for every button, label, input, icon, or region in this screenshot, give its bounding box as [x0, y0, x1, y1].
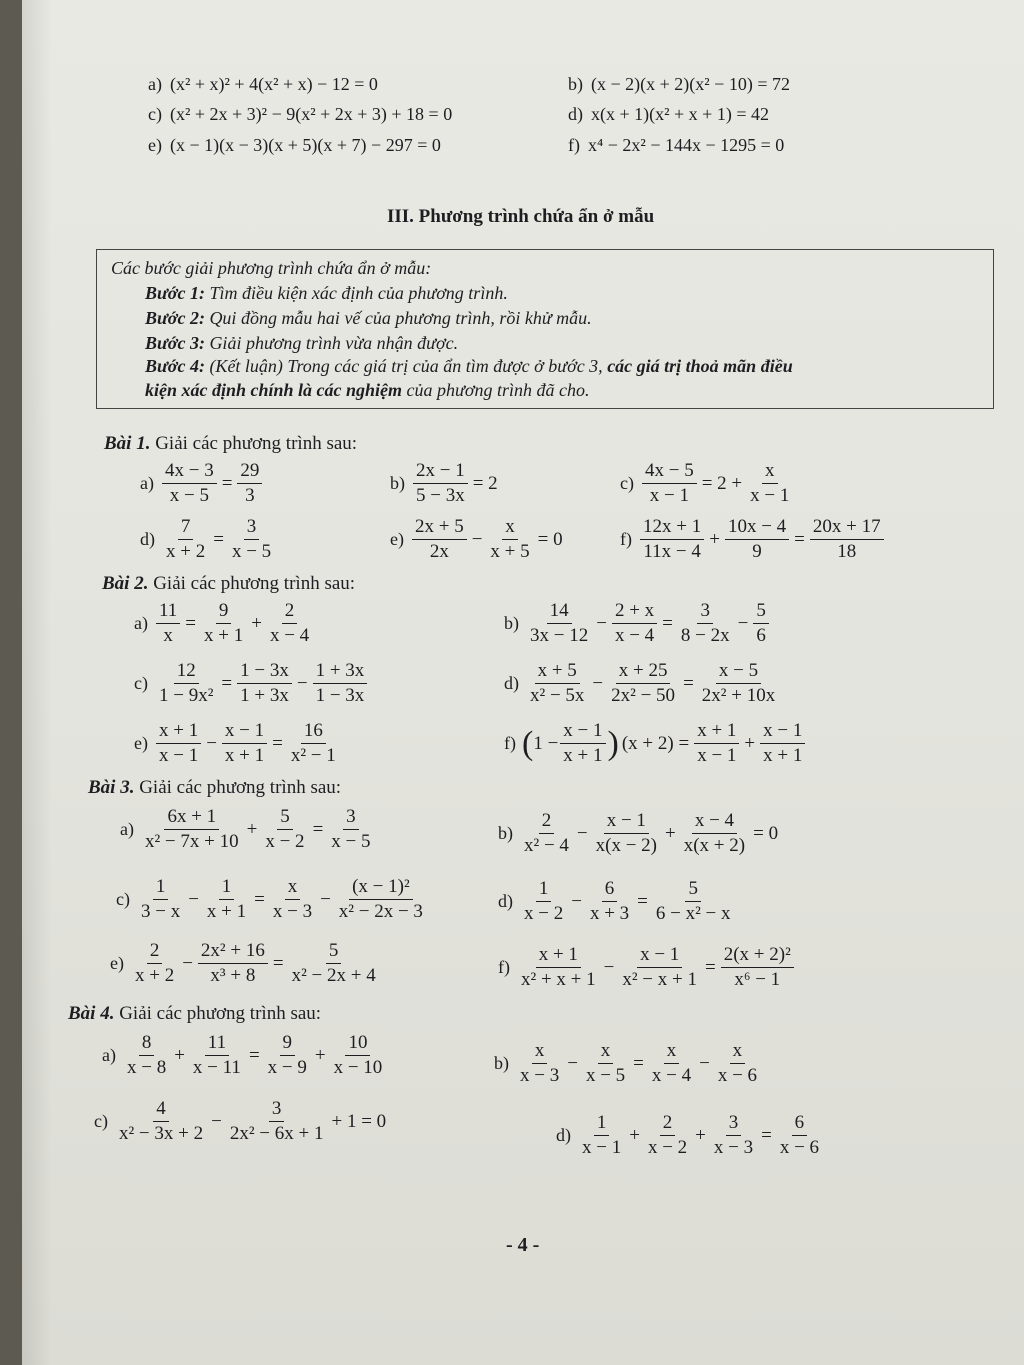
- bai2-c: c) $\frac{12}{\text{1 − 9x²}}$ = $\frac{1 - 3x}{1 + 3x}$ − $\frac{1 + 3x}{1 - 3x}$: [134, 660, 369, 707]
- worksheet-page: [22, 0, 1024, 1365]
- page-number: - 4 -: [506, 1234, 540, 1256]
- bai4-b: b) $\frac{x}{x - 3}$ − $\frac{x}{x - 5}$ = $\frac{x}{x - 4}$ − $\frac{x}{x - 6}$: [494, 1040, 758, 1086]
- bai1-b: b) $\frac{2x - 1}{5 - 3x}$ = 2: [390, 460, 498, 506]
- bai4-a: a) $\frac{8}{x - 8}$ + $\frac{11}{x - 11}$ = $\frac{9}{x - 9}$ + $\frac{10}{x - 10}$: [102, 1032, 383, 1078]
- section-heading: III. Phương trình chứa ẩn ở mẫu: [387, 206, 655, 227]
- bai3-e: e) $\frac{2}{x + 2}$ − $\frac{\text{2x² + 16}}{\text{x³ + 8}}$ = $\frac{5}{\text{x² − 2x + 4}}$: [110, 940, 376, 986]
- equation-top-e: e) (x − 1)(x − 3)(x + 5)(x + 7) − 297 = 0: [148, 135, 441, 155]
- equation-top-c: c) (x² + 2x + 3)² − 9(x² + 2x + 3) + 18 = 0: [148, 104, 453, 124]
- bai3-d: d) $\frac{1}{x - 2}$ − $\frac{6}{x + 3}$ = $\frac{5}{\text{6 − x² − x}}$: [498, 878, 731, 924]
- equation-top-a: a) (x² + x)² + 4(x² + x) − 12 = 0: [148, 74, 378, 94]
- steps-intro: Các bước giải phương trình chứa ẩn ở mẫu:: [111, 258, 432, 278]
- step-2: Bước 2: Qui đồng mẫu hai vế của phương trình, rồi khử mẫu.: [145, 308, 592, 328]
- bai-2-title: Bài 2. Giải các phương trình sau:: [102, 573, 356, 594]
- equation-top-b: b) (x − 2)(x + 2)(x² − 10) = 72: [568, 74, 790, 94]
- steps-box: [96, 249, 994, 409]
- bai4-d: d) $\frac{1}{x - 1}$ + $\frac{2}{x - 2}$ + $\frac{3}{x - 3}$ = $\frac{6}{x - 6}$: [556, 1112, 820, 1158]
- step-3: Bước 3: Giải phương trình vừa nhận được.: [145, 333, 459, 353]
- equation-top-f: f) x⁴ − 2x² − 144x − 1295 = 0: [568, 135, 785, 155]
- bai3-b: b) $\frac{2}{\text{x² − 4}}$ − $\frac{x - 1}{x(x - 2)}$ + $\frac{x - 4}{x(x + 2)}$ = 0: [498, 810, 779, 856]
- step-4-cont: kiện xác định chính là các nghiệm của phương trình đã cho.: [145, 380, 590, 400]
- bai2-d: d) $\frac{x + 5}{\text{x² − 5x}}$ − $\frac{x + 25}{\text{2x² − 50}}$ = $\frac{x - 5}{\text{2x² + 10x}}$: [504, 660, 776, 706]
- bai2-b: b) $\frac{14}{3x - 12}$ − $\frac{2 + x}{x - 4}$ = $\frac{3}{8 - 2x}$ − $\frac{5}{6}$: [504, 600, 771, 647]
- bai1-f: f) $\frac{12x + 1}{11x - 4}$ + $\frac{10x - 4}{9}$ = $\frac{20x + 17}{18}$: [620, 516, 886, 563]
- step-1: Bước 1: Tìm điều kiện xác định của phương trình.: [145, 283, 508, 303]
- bai2-f: f) ( 1 − $\frac{x - 1}{x + 1}$ ) (x + 2) = $\frac{x + 1}{x - 1}$ + $\frac{x - 1}{x + 1}$: [504, 720, 807, 767]
- bai3-a: a) $\frac{6x + 1}{\text{x² − 7x + 10}}$ + $\frac{5}{x - 2}$ = $\frac{3}{x - 5}$: [120, 806, 371, 852]
- bai2-e: e) $\frac{x + 1}{x - 1}$ − $\frac{x - 1}{x + 1}$ = $\frac{16}{\text{x² − 1}}$: [134, 720, 336, 766]
- bai-4-title: Bài 4. Giải các phương trình sau:: [68, 1003, 322, 1024]
- equation-top-d: d) x(x + 1)(x² + x + 1) = 42: [568, 104, 769, 124]
- bai1-e: e) $\frac{2x + 5}{2x}$ − $\frac{x}{x + 5}$ = 0: [390, 516, 563, 562]
- bai-1-title: Bài 1. Giải các phương trình sau:: [104, 433, 358, 454]
- step-4: Bước 4: (Kết luận) Trong các giá trị của ẩn tìm được ở bước 3, các giá trị thoả mãn điều: [145, 356, 793, 376]
- bai1-c: c) $\frac{4x - 5}{x - 1}$ = 2 + $\frac{x}{x - 1}$: [620, 460, 790, 506]
- bai1-a: a) $\frac{4x - 3}{x - 5}$ = $\frac{29}{3}$: [140, 460, 264, 507]
- bai3-f: f) $\frac{x + 1}{\text{x² + x + 1}}$ − $\frac{x - 1}{\text{x² − x + 1}}$ = $\frac{\text{2(x + 2)²}}{\text{x⁶ − 1}}$: [498, 944, 796, 991]
- bai3-c: c) $\frac{1}{3 - x}$ − $\frac{1}{x + 1}$ = $\frac{x}{x - 3}$ − $\frac{\text{(x − 1)²}}{\text{x² − 2x − 3}}$: [116, 876, 423, 922]
- bai-3-title: Bài 3. Giải các phương trình sau:: [88, 777, 342, 798]
- bai4-c: c) $\frac{4}{\text{x² − 3x + 2}}$ − $\frac{3}{\text{2x² − 6x + 1}}$ + 1 = 0: [94, 1098, 387, 1144]
- bai2-a: a) $\frac{11}{x}$ = $\frac{9}{x + 1}$ + $\frac{2}{x - 4}$: [134, 600, 310, 646]
- bai1-d: d) $\frac{7}{x + 2}$ = $\frac{3}{x - 5}$: [140, 516, 272, 562]
